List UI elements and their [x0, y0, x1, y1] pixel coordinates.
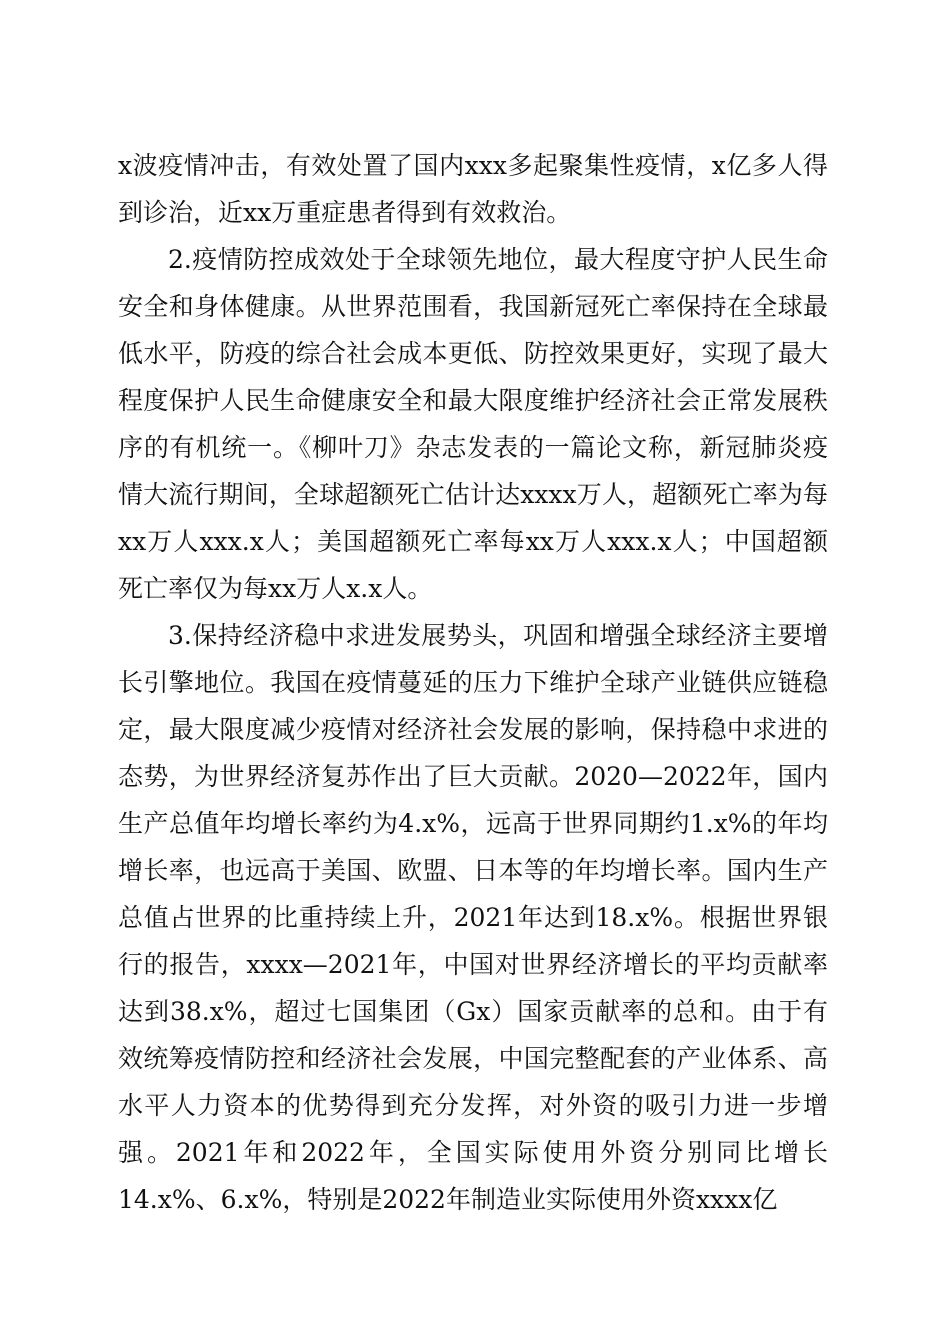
paragraph-economic-growth: 3.保持经济稳中求进发展势头，巩固和增强全球经济主要增长引擎地位。我国在疫情蔓延的压力下维护全球产业链供应链稳定，最大限度减少疫情对经济社会发展的影响，保持稳中求进的态势，为世界经济复苏作出了巨大贡献。2020—2022年，国内生产总值年均增长率约为4.x%，远高于世界同期约1.x%的年均增长率，也远高于美国、欧盟、日本等的年均增长率。国内生产总值占世界的比重持续上升，2021年达到18.x%。根据世界银行的报告，xxxx—2021年，中国对世界经济增长的平均贡献率达到38.x%，超过七国集团（Gx）国家贡献率的总和。由于有效统筹疫情防控和经济社会发展，中国完整配套的产业体系、高水平人力资本的优势得到充分发挥，对外资的吸引力进一步增强。2021年和2022年，全国实际使用外资分别同比增长14.x%、6.x%，特别是2022年制造业实际使用外资xxxx亿 — [118, 621, 828, 1214]
paragraph-epidemic-control: 2.疫情防控成效处于全球领先地位，最大程度守护人民生命安全和身体健康。从世界范围看，我国新冠死亡率保持在全球最低水平，防疫的综合社会成本更低、防控效果更好，实现了最大程度保护人民生命健康安全和最大限度维护经济社会正常发展秩序的有机统一。《柳叶刀》杂志发表的一篇论文称，新冠肺炎疫情大流行期间，全球超额死亡估计达xxxx万人，超额死亡率为每xx万人xxx.x人；美国超额死亡率每xx万人xxx.x人；中国超额死亡率仅为每xx万人x.x人。 — [118, 245, 828, 603]
document-body — [118, 142, 828, 1223]
paragraph-continuation: x波疫情冲击，有效处置了国内xxx多起聚集性疫情，x亿多人得到诊治，近xx万重症患者得到有效救治。 — [118, 151, 828, 227]
